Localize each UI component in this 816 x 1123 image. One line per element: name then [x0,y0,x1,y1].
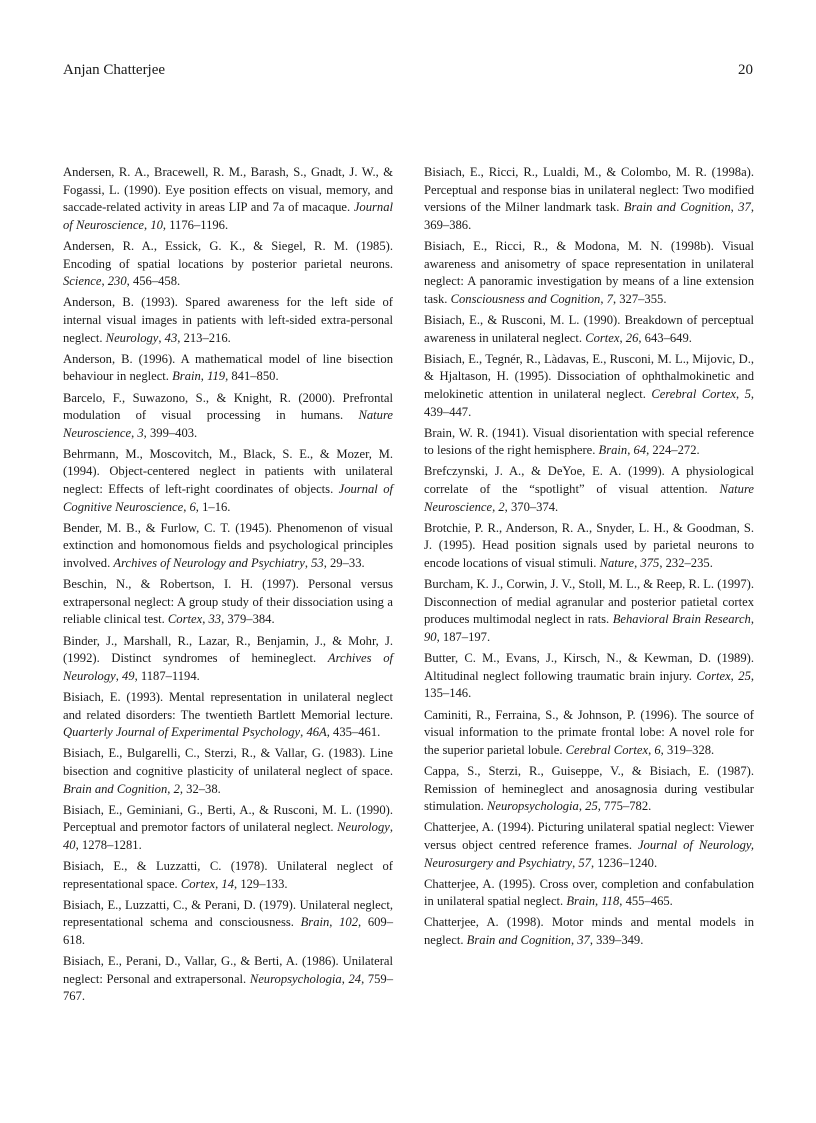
reference-entry: Anderson, B. (1993). Spared awareness for the left side of internal visual images in patients with left-sided extra-personal neglect. Neurology, 43, 213–216. [63,295,393,345]
reference-entry: Chatterjee, A. (1995). Cross over, completion and confabulation in unilateral spatial neglect. Brain, 118, 455–465. [424,876,754,909]
reference-entry: Barcelo, F., Suwazono, S., & Knight, R. (2000). Prefrontal modulation of visual processing in humans. Nature Neuroscience, 3, 399–403. [63,390,393,440]
reference-entry: Bisiach, E., & Luzzatti, C. (1978). Unilateral neglect of representational space. Cortex, 14, 129–133. [63,859,393,891]
reference-entry: Brotchie, P. R., Anderson, R. A., Snyder, L. H., & Goodman, S. J. (1995). Head position signals used by parietal neurons to encode locations of visual stimuli. Nature, 375, 232–235. [424,520,754,571]
reference-entry: Chatterjee, A. (1994). Picturing unilateral spatial neglect: Viewer versus object centred reference frames. Journal of Neurology, Neurosurgery and Psychiatry, 57, 1236–1240. [424,820,754,870]
reference-entry: Beschin, N., & Robertson, I. H. (1997). Personal versus extrapersonal neglect: A group study of their dissociation using a reliable clinical test. Cortex, 33, 379–384. [63,577,393,627]
reference-entry: Binder, J., Marshall, R., Lazar, R., Benjamin, J., & Mohr, J. (1992). Distinct syndromes of hemineglect. Archives of Neurology, 49, 1187–1194. [63,633,393,683]
reference-entry: Cappa, S., Sterzi, R., Guiseppe, V., & Bisiach, E. (1987). Remission of hemineglect and anosagnosia during vestibular stimulation. Neuropsychologia, 25, 775–782. [424,763,754,814]
reference-entry: Bisiach, E., Perani, D., Vallar, G., & Berti, A. (1986). Unilateral neglect: Personal and extrapersonal. Neuropsychologia, 24, 759–767. [63,954,394,1004]
references-left-column [63,164,393,1010]
reference-entry: Anderson, B. (1996). A mathematical model of line bisection behaviour in neglect. Brain, 119, 841–850. [63,351,393,384]
reference-entry: Bisiach, E., Ricci, R., & Modona, M. N. (1998b). Visual awareness and anisometry of space representation in unilateral neglect: A panoramic investigation by means of a line extension task. Consciousness and Cognition, 7, 327–355. [424,238,754,306]
reference-entry: Bender, M. B., & Furlow, C. T. (1945). Phenomenon of visual extinction and homonomous fields and psychological principles involved. Archives of Neurology and Psychiatry, 53, 29–33. [63,520,393,571]
reference-entry: Bisiach, E. (1993). Mental representation in unilateral neglect and related disorders: The twentieth Bartlett Memorial lecture. Quarterly Journal of Experimental Psychology, 46A, 435–461. [63,689,393,740]
reference-entry: Chatterjee, A. (1998). Motor minds and mental models in neglect. Brain and Cognition, 37, 339–349. [424,915,754,948]
reference-entry: Caminiti, R., Ferraina, S., & Johnson, P. (1996). The source of visual information to the primate frontal lobe: A novel role for the superior parietal lobule. Cerebral Cortex, 6, 319–328. [424,707,754,757]
reference-entry: Brain, W. R. (1941). Visual disorientation with special reference to lesions of the right hemisphere. Brain, 64, 224–272. [424,425,754,458]
reference-entry: Bisiach, E., Ricci, R., Lualdi, M., & Colombo, M. R. (1998a). Perceptual and response bias in unilateral neglect: Two modified versions of the Milner landmark task. Brain and Cognition, 37, 369–386. [424,165,754,232]
references-right-column [424,164,754,953]
reference-entry: Brefczynski, J. A., & DeYoe, E. A. (1999). A physiological correlate of the “spotlight” of visual attention. Nature Neuroscience, 2, 370–374. [424,464,754,514]
page-number: 20 [738,62,753,78]
reference-entry: Andersen, R. A., Essick, G. K., & Siegel, R. M. (1985). Encoding of spatial locations by posterior parietal neurons. Science, 230, 456–458. [63,238,393,289]
reference-entry: Burcham, K. J., Corwin, J. V., Stoll, M. L., & Reep, R. L. (1997). Disconnection of medial agranular and posterior patietal cortex produces multimodal neglect in rats. Behavioral Brain Research, 90, 187–197. [424,577,754,644]
reference-entry: Bisiach, E., Tegnér, R., Làdavas, E., Rusconi, M. L., Mijovic, D., & Hjaltason, H. (1995). Dissociation of ophthalmokinetic and melokinetic attention in unilateral neglect. Cerebral Cortex, 5, 439–447. [424,351,755,419]
reference-entry: Butter, C. M., Evans, J., Kirsch, N., & Kewman, D. (1989). Altitudinal neglect following traumatic brain injury. Cortex, 25, 135–146. [424,651,755,701]
reference-entry: Behrmann, M., Moscovitch, M., Black, S. E., & Mozer, M. (1994). Object-centered neglect in patients with unilateral neglect: Effects of left-right coordinates of objects. Journal of Cognitive Neuroscience, 6, 1–16. [63,446,393,514]
reference-entry: Bisiach, E., & Rusconi, M. L. (1990). Breakdown of perceptual awareness in unilateral neglect. Cortex, 26, 643–649. [424,312,754,345]
reference-entry: Bisiach, E., Bulgarelli, C., Sterzi, R., & Vallar, G. (1983). Line bisection and cognitive plasticity of unilateral neglect of space. Brain and Cognition, 2, 32–38. [63,746,393,796]
reference-entry: Andersen, R. A., Bracewell, R. M., Barash, S., Gnadt, J. W., & Fogassi, L. (1990). Eye position effects on visual, memory, and saccade-related activity in areas LIP and 7a of macaque. Journal of Neuroscience, 10, 1176–1196. [63,165,393,232]
running-header-author: Anjan Chatterjee [63,62,166,78]
reference-entry: Bisiach, E., Geminiani, G., Berti, A., & Rusconi, M. L. (1990). Perceptual and premotor factors of unilateral neglect. Neurology, 40, 1278–1281. [63,802,393,852]
reference-entry: Bisiach, E., Luzzatti, C., & Perani, D. (1979). Unilateral neglect, representational schema and consciousness. Brain, 102, 609–618. [63,897,394,948]
running-header [63,62,753,82]
